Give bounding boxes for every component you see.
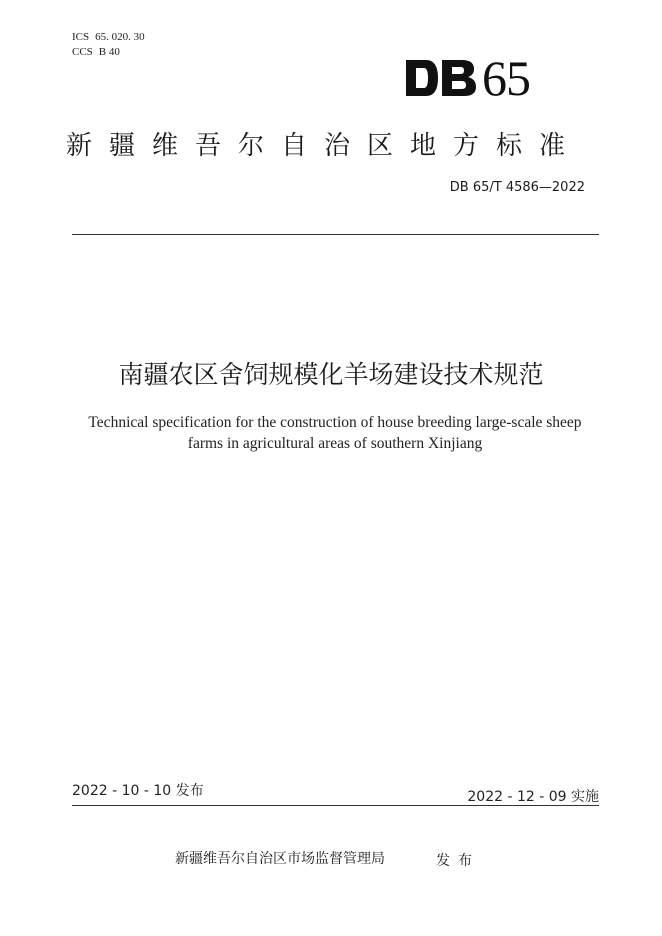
standard-type-title: 新疆维吾尔自治区地方标准	[66, 131, 583, 161]
issuing-authority: 新疆维吾尔自治区市场监督管理局	[175, 851, 385, 867]
publish-date: 2022 - 10 - 10 发布	[72, 783, 204, 799]
issuing-action: 发布	[436, 853, 480, 869]
ccs-row	[72, 45, 151, 60]
document-title-en	[80, 412, 590, 454]
ics-row	[72, 30, 151, 45]
ccs-code: B 40	[98, 46, 120, 58]
db-logo-number: 65	[482, 50, 530, 106]
ics-code: 65. 020. 30	[95, 31, 145, 43]
document-title-cn: 南疆农区舍饲规模化羊场建设技术规范	[118, 360, 544, 389]
title-en-line-2: farms in agricultural areas of southern Xinjiang	[187, 435, 483, 452]
classification-codes	[72, 30, 151, 60]
ics-label: ICS	[72, 31, 90, 43]
db-logo-icon	[404, 52, 478, 104]
footer-divider	[72, 805, 599, 806]
implement-date: 2022 - 12 - 09 实施	[467, 789, 599, 805]
ccs-label: CCS	[72, 46, 93, 58]
header-divider	[72, 234, 599, 235]
standard-code: DB 65/T 4586—2022	[449, 180, 585, 195]
title-en-line-1: Technical specification for the construction of house breeding large-scale sheep	[88, 414, 582, 431]
